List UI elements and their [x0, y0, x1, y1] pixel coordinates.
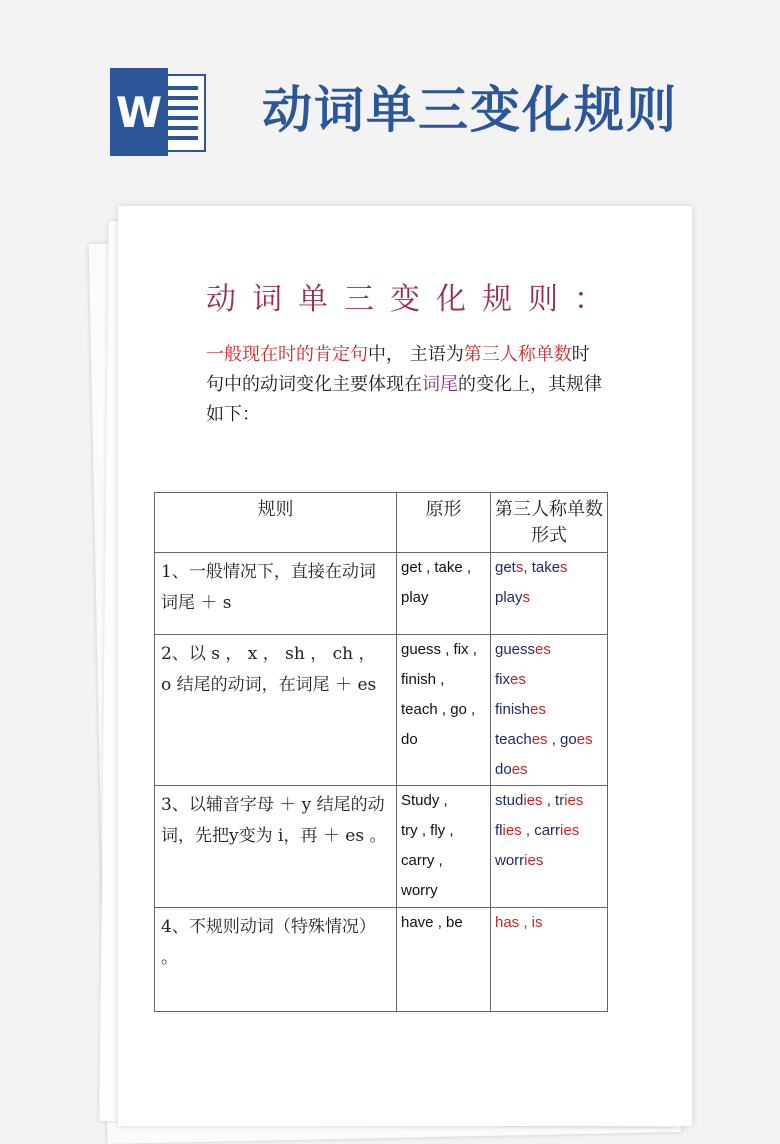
base-form-line: play: [401, 589, 429, 606]
base-form-line: get , take ,: [401, 559, 472, 576]
base-form-line: guess , fix ,: [401, 641, 477, 658]
base-form-line: worry: [401, 882, 438, 899]
base-form-line: try , fly ,: [401, 822, 454, 839]
suffix-highlight: es: [535, 641, 551, 658]
verb-stem: , take: [523, 559, 561, 576]
document-page: [118, 206, 692, 1126]
page-title: 动词单三变化规则: [262, 81, 678, 139]
intro-highlight: 一般现在时的肯定句: [206, 344, 368, 365]
verb-stem: play: [495, 589, 523, 606]
verb-stem: fl: [495, 822, 503, 839]
table-row: [155, 908, 608, 1012]
verb-stem: get: [495, 559, 516, 576]
table-row: [155, 786, 608, 908]
header-third-person: 第三人称单数形式: [491, 493, 608, 553]
header-rule: 规则: [155, 493, 397, 553]
base-form-line: teach , go ,: [401, 701, 476, 718]
base-form-line: Study ,: [401, 792, 448, 809]
third-person-line: [495, 695, 603, 725]
verb-stem: , tr: [542, 792, 565, 809]
suffix-highlight: es: [531, 731, 548, 748]
third-person-line: [495, 908, 603, 938]
intro-text: 的变化上，其规律如下：: [206, 374, 602, 425]
base-form-line: carry ,: [401, 852, 443, 869]
verb-stem: do: [495, 761, 512, 778]
verb-stem: fix: [495, 671, 510, 688]
document-title: 动词单三变化规则：: [206, 282, 620, 317]
third-person-line: [495, 583, 603, 613]
suffix-highlight: ies: [523, 792, 543, 809]
suffix-highlight: s: [560, 559, 568, 576]
third-person-line: [495, 755, 603, 785]
verb-stem: stud: [495, 792, 524, 809]
table-header-row: [155, 493, 608, 553]
third-person-cell: [491, 908, 608, 1012]
suffix-highlight: has , is: [495, 914, 543, 931]
header-banner: [0, 0, 780, 200]
verb-stem: , go: [547, 731, 577, 748]
suffix-highlight: es: [510, 671, 526, 688]
base-form-line: finish ,: [401, 671, 445, 688]
base-form-cell: [397, 786, 491, 908]
rules-table: [154, 492, 608, 1012]
intro-highlight: 词尾: [422, 374, 458, 395]
suffix-highlight: ies: [564, 792, 584, 809]
suffix-highlight: s: [515, 559, 524, 576]
suffix-highlight: es: [511, 761, 528, 778]
base-form-line: do: [401, 731, 418, 748]
verb-stem: guess: [495, 641, 536, 658]
rule-cell: 4、不规则动词（特殊情况） 。: [155, 908, 397, 1012]
third-person-line: [495, 635, 603, 665]
suffix-highlight: ies: [524, 852, 544, 869]
rule-cell: 2、以 s ， x ， sh ， ch ， o 结尾的动词，在词尾 ＋ es: [155, 635, 397, 786]
third-person-line: [495, 725, 603, 755]
word-icon: [110, 68, 210, 156]
header-base-form: 原形: [397, 493, 491, 553]
rule-cell: 3、以辅音字母 ＋ y 结尾的动词，先把y变为 i，再 ＋ es 。: [155, 786, 397, 908]
verb-stem: finish: [495, 701, 531, 718]
suffix-highlight: es: [576, 731, 593, 748]
base-form-cell: [397, 908, 491, 1012]
suffix-highlight: ies: [560, 822, 580, 839]
verb-stem: , carr: [521, 822, 561, 839]
third-person-line: [495, 816, 603, 846]
third-person-line: [495, 553, 603, 583]
third-person-cell: [491, 786, 608, 908]
intro-paragraph: [206, 340, 606, 430]
base-form-line: have , be: [401, 914, 463, 931]
third-person-line: [495, 846, 603, 876]
rule-cell: 1、一般情况下，直接在动词词尾 ＋ s: [155, 553, 397, 635]
table-row: [155, 553, 608, 635]
table-row: [155, 635, 608, 786]
verb-stem: teach: [495, 731, 532, 748]
third-person-line: [495, 665, 603, 695]
suffix-highlight: es: [530, 701, 546, 718]
intro-text: 时句中的动词变化主要体现在: [206, 344, 590, 395]
verb-stem: worr: [495, 852, 525, 869]
word-logo-letter: W: [110, 68, 168, 156]
base-form-cell: [397, 635, 491, 786]
intro-highlight: 第三人称单数: [463, 344, 572, 365]
intro-text: 中， 主语为: [368, 344, 464, 365]
suffix-highlight: s: [522, 589, 531, 606]
third-person-line: [495, 786, 603, 816]
third-person-cell: [491, 553, 608, 635]
base-form-cell: [397, 553, 491, 635]
suffix-highlight: ies: [502, 822, 522, 839]
third-person-cell: [491, 635, 608, 786]
